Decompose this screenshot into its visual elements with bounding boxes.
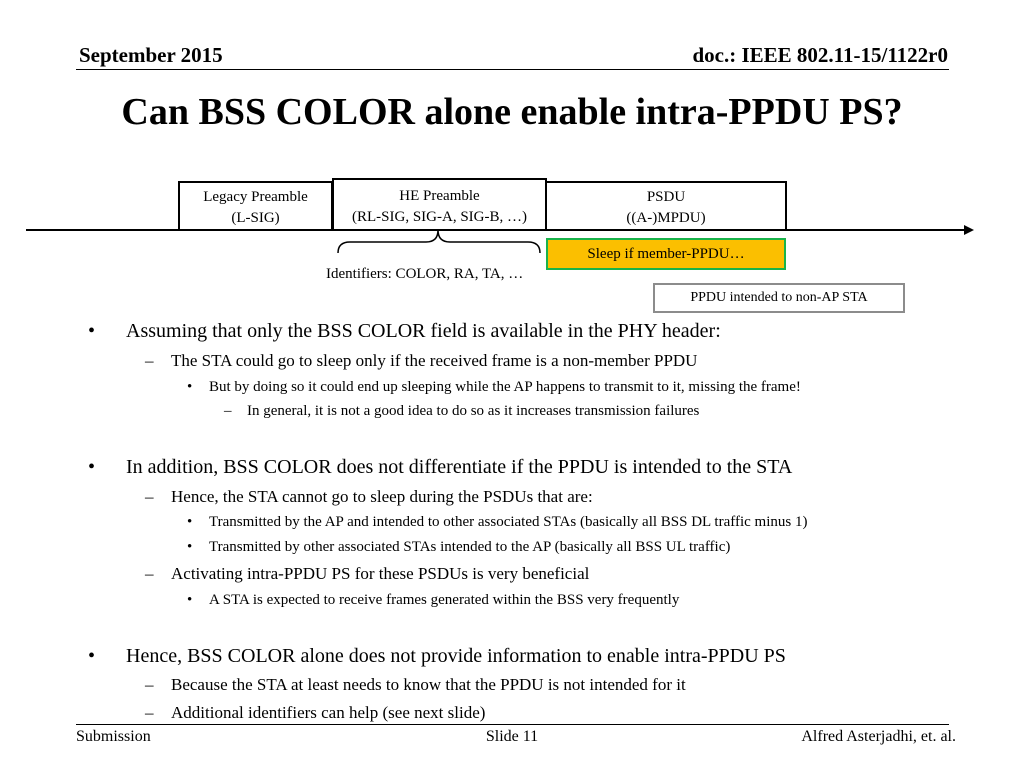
header-doc-id: doc.: IEEE 802.11-15/1122r0 [692,43,948,67]
bullet-3-1-text: Because the STA at least needs to know that the PPDU is not intended for it [171,675,686,694]
dash-marker: – [224,403,232,419]
bullet-2-1-2 [187,539,731,556]
dash-marker: – [145,675,154,694]
bullet-2-1-2-text: Transmitted by other associated STAs intended to the AP (basically all BSS UL traffic) [209,539,731,555]
dash-marker: – [145,564,154,583]
bullet-marker: • [88,645,96,667]
ppdu-intended-note: PPDU intended to non-AP STA [653,283,905,313]
legacy-preamble-line1: Legacy Preamble [203,189,308,205]
footer-slide-number: Slide 11 [485,728,539,745]
bullet-1-1-1 [187,379,801,396]
bullet-1-1-1-1 [224,403,700,420]
bullet-2-1 [145,487,593,507]
bullet-2-1-1 [187,514,808,531]
bullet-1 [88,320,721,343]
header-date: September 2015 [79,43,223,67]
he-preamble-line2: (RL-SIG, SIG-A, SIG-B, …) [352,209,527,225]
bullet-2-1-1-text: Transmitted by the AP and intended to other associated STAs (basically all BSS DL traffic minus 1) [209,514,808,530]
footer-author: Alfred Asterjadhi, et. al. [801,728,956,745]
he-preamble-line1: HE Preamble [399,188,480,204]
bullet-1-1 [145,351,698,371]
sleep-if-member-box: Sleep if member-PPDU… [546,238,786,270]
footer-submission: Submission [76,728,151,745]
dash-marker: – [145,487,154,506]
bullet-marker: • [187,539,193,555]
bullet-marker: • [187,379,193,395]
identifiers-label: Identifiers: COLOR, RA, TA, … [326,266,524,282]
identifiers-brace [338,230,540,253]
dash-marker: – [145,703,154,722]
psdu-line2: ((A-)MPDU) [626,210,706,226]
bullet-marker: • [88,320,96,342]
he-preamble-box [332,178,547,231]
bullet-3-2 [145,703,486,723]
psdu-box [545,181,787,231]
bullet-3-2-text: Additional identifiers can help (see next slide) [171,703,486,722]
legacy-preamble-line2: (L-SIG) [231,210,280,226]
bullet-2-2-1-text: A STA is expected to receive frames generated within the BSS very frequently [209,592,680,608]
bullet-2-2 [145,564,590,584]
bullet-2-text: In addition, BSS COLOR does not differentiate if the PPDU is intended to the STA [126,456,793,478]
bullet-2 [88,456,793,479]
bullet-3 [88,645,786,668]
bullet-3-text: Hence, BSS COLOR alone does not provide information to enable intra-PPDU PS [126,645,786,667]
bullet-marker: • [187,592,193,608]
bullet-2-2-text: Activating intra-PPDU PS for these PSDUs is very beneficial [171,564,590,583]
dash-marker: – [145,351,154,370]
legacy-preamble-box [178,181,333,231]
bullet-marker: • [187,514,193,530]
bullet-marker: • [88,456,96,478]
bullet-1-1-1-text: But by doing so it could end up sleeping while the AP happens to transmit to it, missing the frame! [209,379,801,395]
bullet-1-1-text: The STA could go to sleep only if the received frame is a non-member PPDU [171,351,698,370]
bullet-1-1-1-1-text: In general, it is not a good idea to do so as it increases transmission failures [247,403,700,419]
psdu-line1: PSDU [646,189,686,205]
bullet-2-2-1 [187,592,680,609]
footer-rule [76,724,949,725]
timeline-arrowhead [964,225,974,235]
slide-title: Can BSS COLOR alone enable intra-PPDU PS? [121,91,903,133]
bullet-1-text: Assuming that only the BSS COLOR field is available in the PHY header: [126,320,721,342]
bullet-3-1 [145,675,686,695]
bullet-2-1-text: Hence, the STA cannot go to sleep during the PSDUs that are: [171,487,593,506]
